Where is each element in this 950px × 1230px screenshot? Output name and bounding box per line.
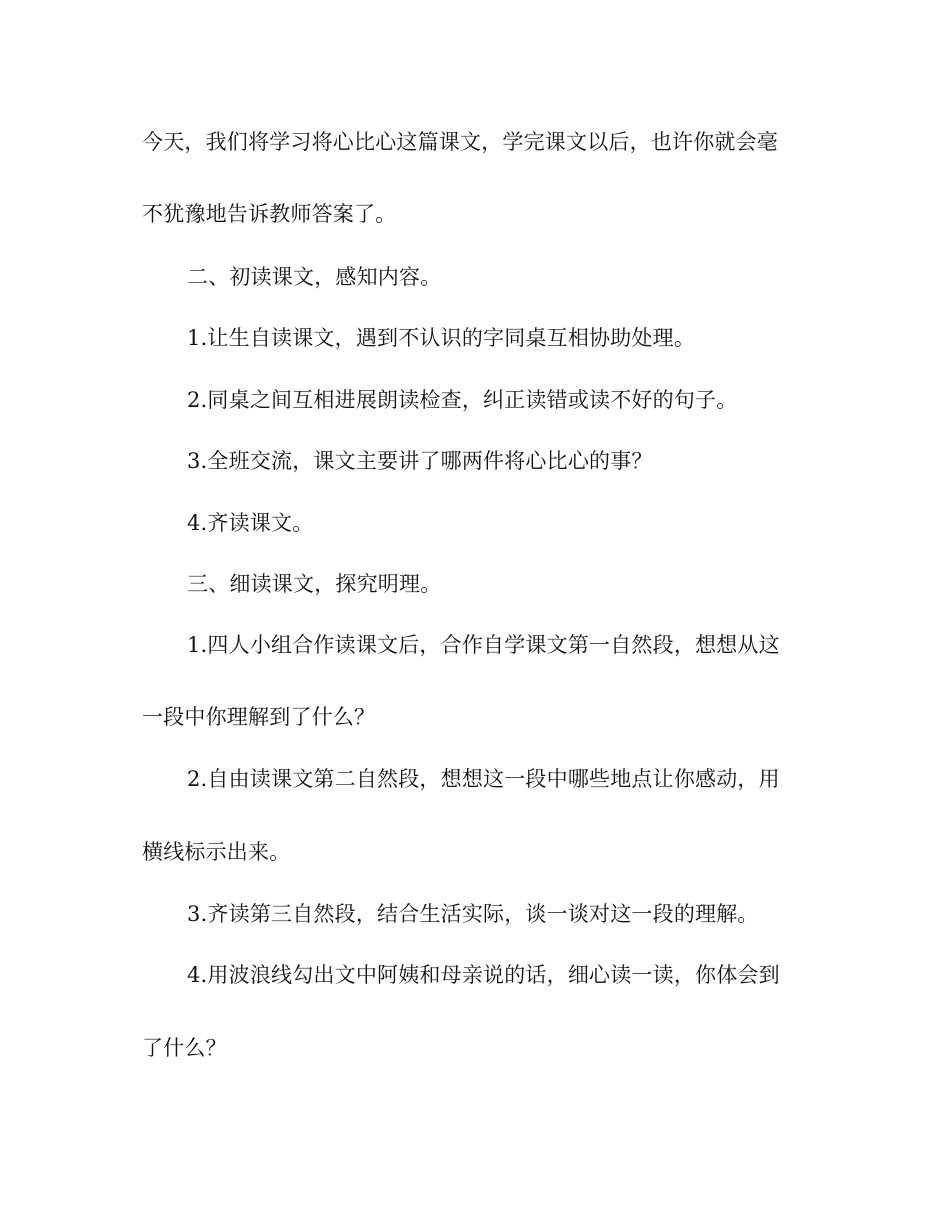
list-item-continuation: 了什么？	[142, 1036, 227, 1060]
list-item: 2.同桌之间互相进展朗读检查，纠正读错或读不好的句子。	[187, 388, 738, 412]
list-item-continuation: 横线标示出来。	[142, 840, 291, 864]
list-item: 1.让生自读课文，遇到不认识的字同桌互相协助处理。	[187, 326, 696, 350]
list-item: 1.四人小组合作读课文后，合作自学课文第一自然段，想想从这	[187, 633, 780, 657]
list-item: 3.齐读第三自然段，结合生活实际，谈一谈对这一段的理解。	[187, 902, 759, 926]
paragraph-line: 不犹豫地告诉教师答案了。	[142, 202, 397, 226]
list-item: 3.全班交流，课文主要讲了哪两件将心比心的事？	[187, 449, 653, 473]
section-heading: 二、初读课文，感知内容。	[187, 265, 442, 289]
list-item-continuation: 一段中你理解到了什么？	[142, 705, 376, 729]
paragraph-line: 今天，我们将学习将心比心这篇课文，学完课文以后，也许你就会毫	[142, 130, 778, 154]
list-item: 2.自由读课文第二自然段，想想这一段中哪些地点让你感动，用	[187, 767, 780, 791]
list-item: 4.齐读课文。	[187, 511, 314, 535]
list-item: 4.用波浪线勾出文中阿姨和母亲说的话，细心读一读，你体会到	[187, 963, 780, 987]
section-heading: 三、细读课文，探究明理。	[187, 572, 442, 596]
